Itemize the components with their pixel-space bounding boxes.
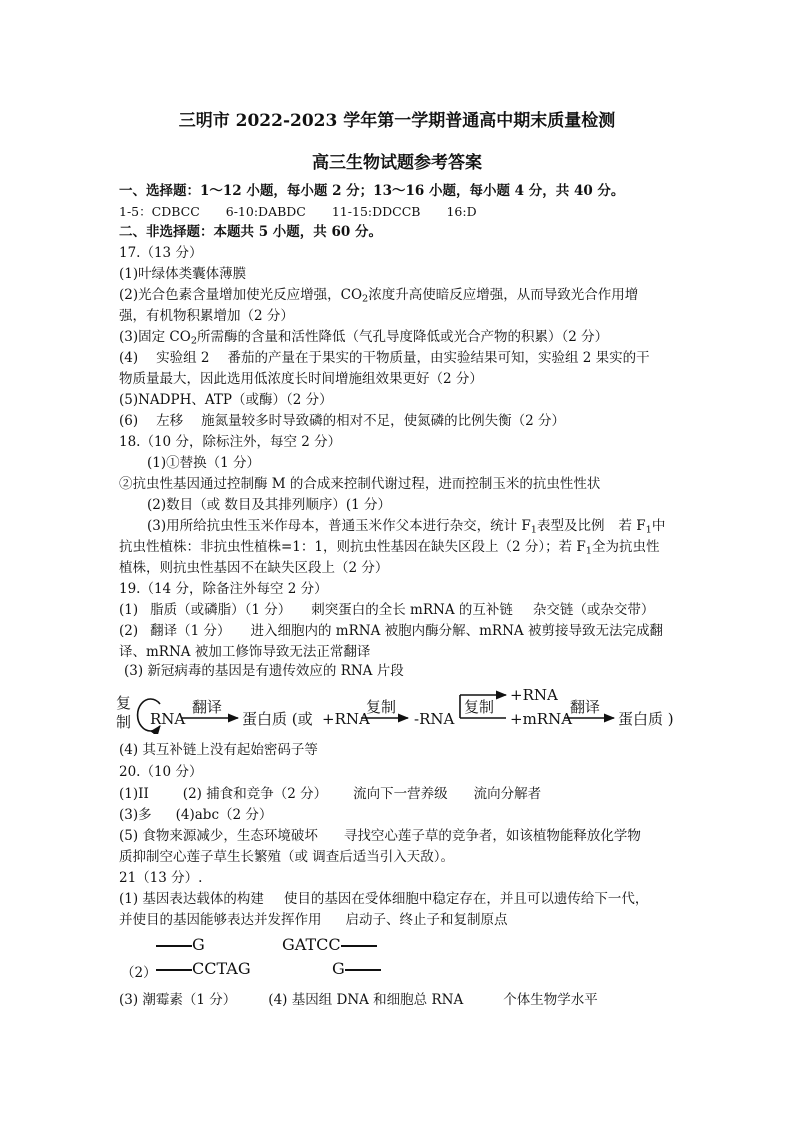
label-replicate-1: 复制 (366, 698, 397, 716)
part1-heading: 一、选择题：1～12 小题，每小题 2 分；13～16 小题，每小题 4 分，共 40 分。 (119, 183, 625, 199)
q18-answer-3-cont: 抗虫性植株：非抗虫性植株=1：1，则抗虫性基因在缺失区段上（2 分）；若 $F_1$全为抗虫性 (119, 539, 660, 557)
q18-answer-3-cont2: 植株，则抗虫性基因不在缺失区段上（2 分） (119, 560, 389, 576)
q17-answer-4-cont: 物质量最大，因此选用低浓度长时间增施组效果更好（2 分） (119, 371, 483, 387)
q19-answer-4: (4) 其互补链上没有起始密码子等 (119, 742, 318, 758)
q18-answer-1b: ②抗虫性基因通过控制酶 M 的合成来控制代谢过程，进而控制玉米的抗虫性性状 (119, 476, 601, 492)
mc-answer-group: 6-10:DABDC (225, 204, 306, 219)
mc-answer-group: 1-5：CDBCC (119, 204, 200, 219)
label-translate-1: 翻译 (192, 698, 223, 716)
q21-answer-3-4: (3) 潮霉素（1 分） (4) 基因组 DNA 和细胞总 RNA 个体生物学水平 (119, 992, 598, 1008)
rna-flow-diagram (116, 682, 686, 734)
mc-answer-group: 11-15:DDCCB (331, 204, 421, 219)
q21-header: 21（13 分）. (119, 870, 203, 886)
q19-answer-2: (2) 翻译（1 分） 进入细胞内的 mRNA 被胞内酶分解、mRNA 被剪接导致无法完成翻 (119, 623, 663, 639)
q20-answer-3-4: (3)多 (4)abc（2 分） (119, 807, 273, 823)
q17-answer-6: (6) 左移 施氮量较多时导致磷的相对不足，使氮磷的比例失衡（2 分） (119, 413, 566, 429)
q17-answer-2-cont: 强，有机物积累增加（2 分） (119, 308, 294, 324)
q19-answer-2-cont: 译、mRNA 被加工修饰导致无法正常翻译 (119, 644, 371, 660)
q19-header: 19.（14 分，除备注外每空 2 分） (119, 581, 328, 597)
frag-bottom-left: CCTAG (156, 958, 251, 980)
label-replicate-2: 复制 (464, 698, 495, 716)
q20-answer-5: (5) 食物来源减少，生态环境破坏 寻找空心莲子草的竞争者，如该植物能释放化学物 (119, 828, 641, 844)
label-translate-2: 翻译 (570, 698, 601, 716)
mc-answer-group: 16:D (446, 204, 477, 219)
part2-heading: 二、非选择题：本题共 5 小题，共 60 分。 (119, 224, 382, 240)
q17-answer-1: (1)叶绿体类囊体薄膜 (119, 266, 247, 282)
q19-answer-3: (3) 新冠病毒的基因是有遗传效应的 RNA 片段 (124, 663, 404, 679)
q18-answer-1: (1)①替换（1 分） (147, 455, 261, 471)
q20-header: 20.（10 分） (119, 764, 203, 780)
frag-top-right: GATCC (282, 934, 377, 956)
q21-answer-1-cont: 并使目的基因能够表达并发挥作用 启动子、终止子和复制原点 (119, 912, 508, 928)
frag-bottom-right: G (332, 958, 381, 980)
q17-header: 17.（13 分） (119, 245, 203, 261)
q18-answer-2: (2)数目（或 数目及其排列顺序）(1 分） (147, 497, 392, 513)
page-subtitle: 高三生物试题参考答案 (312, 153, 482, 173)
q20-answer-5-cont: 质抑制空心莲子草生长繁殖（或 调查后适当引入天敌）。 (119, 849, 455, 865)
label-zhi: 制 (116, 713, 132, 731)
label-protein-2: 蛋白质 ) (618, 710, 674, 728)
q17-answer-5: (5)NADPH、ATP（或酶）（2 分） (119, 392, 333, 408)
page-title: 三明市 2022-2023 学年第一学期普通高中期末质量检测 (178, 111, 616, 131)
label-fu: 复 (116, 694, 132, 712)
q17-answer-2: (2)光合色素含量增加使光反应增强，$CO_2$浓度升高使暗反应增强，从而导致光合作用增 (119, 287, 639, 305)
label-plus-rna: +RNA (322, 710, 370, 728)
mc-answers-line (119, 202, 477, 222)
label-minus-rna: -RNA (414, 710, 455, 728)
q19-answer-1: (1) 脂质（或磷脂）（1 分） 刺突蛋白的全长 mRNA 的互补链 杂交链（或杂交带） (119, 602, 655, 618)
frag-top-left: G (156, 934, 205, 956)
label-top-rna: +RNA (510, 686, 558, 704)
q21-answer-2-label: （2） (121, 965, 157, 981)
q21-answer-1: (1) 基因表达载体的构建 使目的基因在受体细胞中稳定存在，并且可以遗传给下一代， (119, 891, 649, 907)
q17-answer-3: (3)固定 $CO_2$所需酶的含量和活性降低（气孔导度降低或光合产物的积累）（2 分） (119, 329, 609, 347)
label-protein-1: 蛋白质 (或 (242, 710, 313, 728)
q20-answer-1-2: (1)II (2) 捕食和竞争（2 分） 流向下一营养级 流向分解者 (119, 786, 542, 802)
label-rna: RNA (150, 710, 186, 728)
q18-answer-3: (3)用所给抗虫性玉米作母本，普通玉米作父本进行杂交，统计 $F_1$表型及比例 若 $F_1$中 (147, 518, 666, 536)
label-mrna: +mRNA (510, 710, 573, 728)
q17-answer-4: (4) 实验组 2 番茄的产量在于果实的干物质量，由实验结果可知，实验组 2 果实的干 (119, 350, 650, 366)
q18-header: 18.（10 分，除标注外，每空 2 分） (119, 434, 342, 450)
